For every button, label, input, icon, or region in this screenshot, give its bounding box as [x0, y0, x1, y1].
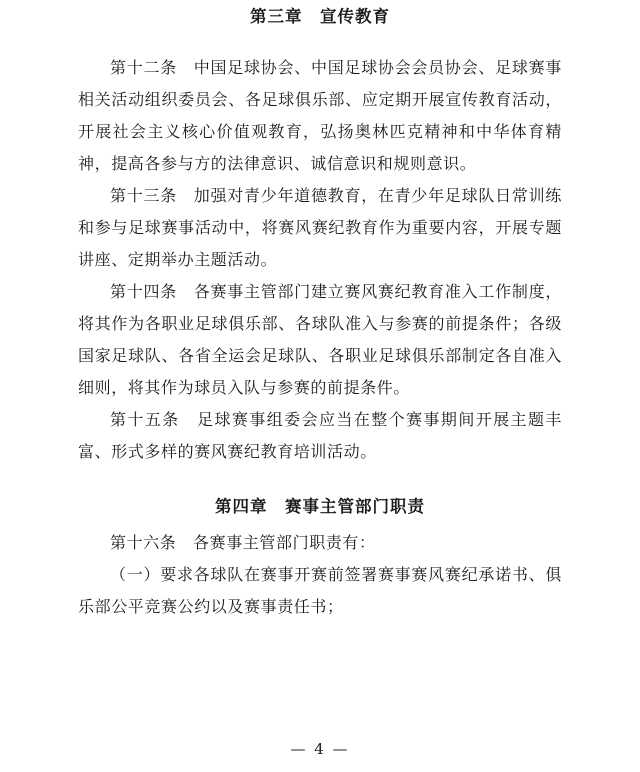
page-number: — 4 —: [290, 740, 350, 758]
article-15-paragraph: 第十五条 足球赛事组委会应当在整个赛事期间开展主题丰富、形式多样的赛风赛纪教育培训活动。: [78, 410, 562, 462]
article-16-paragraph: 第十六条 各赛事主管部门职责有：: [110, 532, 376, 552]
article-13-paragraph: 第十三条 加强对青少年道德教育，在青少年足球队日常训练和参与足球赛事活动中，将赛风赛纪教育作为重要内容，开展专题讲座、定期举办主题活动。: [78, 186, 562, 270]
chapter-3-heading: 第三章 宣传教育: [250, 7, 390, 26]
article-16-item-1: （一）要求各球队在赛事开赛前签署赛事赛风赛纪承诺书、俱乐部公平竞赛公约以及赛事责任书；: [78, 564, 562, 616]
chapter-4-heading: 第四章 赛事主管部门职责: [215, 497, 425, 517]
article-12-paragraph: 第十二条 中国足球协会、中国足球协会会员协会、足球赛事相关活动组织委员会、各足球俱乐部、应定期开展宣传教育活动，开展社会主义核心价值观教育，弘扬奥林匹克精神和中华体育精神，提高各参与方的法律意识、诚信意识和规则意识。: [78, 58, 562, 174]
article-14-paragraph: 第十四条 各赛事主管部门建立赛风赛纪教育准入工作制度，将其作为各职业足球俱乐部、各球队准入与参赛的前提条件；各级国家足球队、各省全运会足球队、各职业足球俱乐部制定各自准入细则，将其作为球员入队与参赛的前提条件。: [78, 282, 562, 398]
